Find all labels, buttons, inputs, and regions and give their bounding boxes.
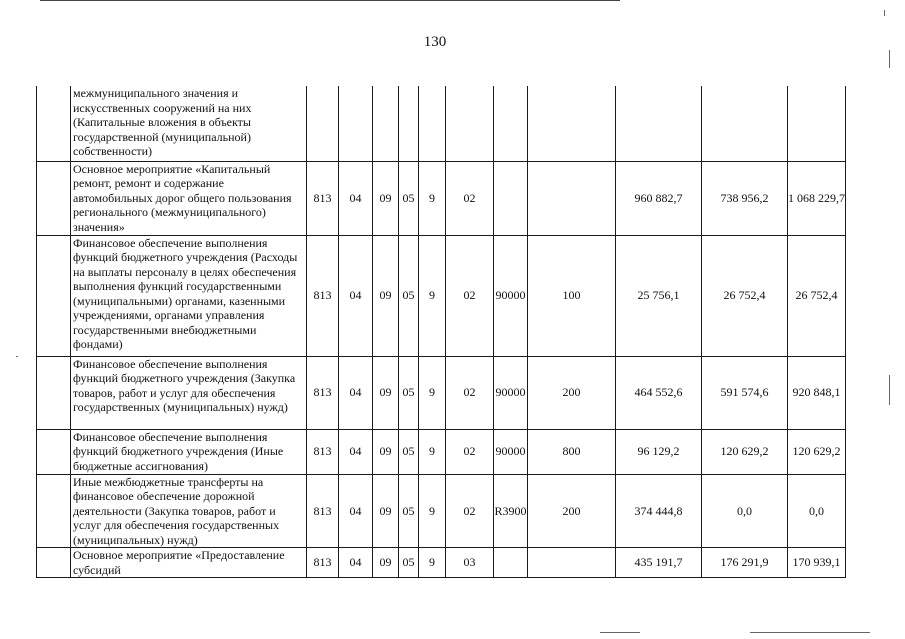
col-main-event: 02 (446, 235, 494, 356)
table-row (37, 548, 846, 578)
col-ministry-code: 813 (307, 548, 339, 578)
col-section: 04 (339, 474, 373, 548)
col-subsection: 09 (373, 474, 399, 548)
row-marker-cell (37, 429, 71, 474)
col-program: 05 (399, 161, 419, 235)
col-amount-2020: 960 882,7 (616, 161, 702, 235)
col-subsection: 09 (373, 429, 399, 474)
col-program (399, 86, 419, 161)
table-row (37, 429, 846, 474)
budget-table (36, 86, 846, 578)
col-subsection: 09 (373, 548, 399, 578)
col-program: 05 (399, 474, 419, 548)
row-name: межмуниципального значения и искусственных сооружений на них (Капитальные вложения в объекты государственной (муниципальной) собственности) (71, 86, 307, 161)
col-amount-2022: 1 068 229,7 (788, 161, 846, 235)
col-ministry-code (307, 86, 339, 161)
col-amount-2022: 920 848,1 (788, 356, 846, 429)
row-name: Финансовое обеспечение выполнения функций бюджетного учреждения (Закупка товаров, работ и услуг для обеспечения государственных (муниципальных) нужд) (71, 356, 307, 429)
col-amount-2021: 738 956,2 (702, 161, 788, 235)
col-amount-2022: 0,0 (788, 474, 846, 548)
col-direction: R3900 (494, 474, 528, 548)
scan-mark (600, 632, 640, 633)
col-amount-2020: 25 756,1 (616, 235, 702, 356)
col-main-event: 02 (446, 429, 494, 474)
row-name: Финансовое обеспечение выполнения функций бюджетного учреждения (Расходы на выплаты персоналу в целях обеспечения выполнения функций государственными (муниципальными) органами, казенными учреждениями, органами управления государственными внебюджетными фондами) (71, 235, 307, 356)
col-program: 05 (399, 235, 419, 356)
col-amount-2020: 464 552,6 (616, 356, 702, 429)
col-subprogram: 9 (419, 429, 446, 474)
row-marker-cell (37, 356, 71, 429)
scan-mark (889, 50, 890, 68)
col-section: 04 (339, 235, 373, 356)
col-subsection: 09 (373, 235, 399, 356)
col-program: 05 (399, 548, 419, 578)
col-subsection: 09 (373, 356, 399, 429)
col-direction: 90000 (494, 356, 528, 429)
col-expense-type (528, 86, 616, 161)
col-expense-type: 800 (528, 429, 616, 474)
scan-mark (884, 10, 885, 16)
col-ministry-code: 813 (307, 356, 339, 429)
row-name: Иные межбюджетные трансферты на финансовое обеспечение дорожной деятельности (Закупка товаров, работ и услуг для обеспечения государственных (муниципальных) нужд) (71, 474, 307, 548)
col-expense-type: 200 (528, 474, 616, 548)
col-subprogram: 9 (419, 235, 446, 356)
col-main-event: 02 (446, 474, 494, 548)
col-amount-2020: 435 191,7 (616, 548, 702, 578)
col-amount-2021: 26 752,4 (702, 235, 788, 356)
col-amount-2022: 26 752,4 (788, 235, 846, 356)
col-amount-2022: 120 629,2 (788, 429, 846, 474)
col-program: 05 (399, 356, 419, 429)
col-section: 04 (339, 429, 373, 474)
table-row (37, 161, 846, 235)
col-section: 04 (339, 548, 373, 578)
col-direction (494, 161, 528, 235)
col-subprogram: 9 (419, 474, 446, 548)
col-subprogram (419, 86, 446, 161)
col-main-event: 02 (446, 356, 494, 429)
table-row (37, 235, 846, 356)
col-amount-2022 (788, 86, 846, 161)
top-rule (40, 0, 620, 1)
row-name: Финансовое обеспечение выполнения функций бюджетного учреждения (Иные бюджетные ассигнования) (71, 429, 307, 474)
col-amount-2020 (616, 86, 702, 161)
col-subsection (373, 86, 399, 161)
col-amount-2021 (702, 86, 788, 161)
col-amount-2021: 591 574,6 (702, 356, 788, 429)
col-amount-2021: 176 291,9 (702, 548, 788, 578)
col-direction (494, 86, 528, 161)
col-expense-type: 200 (528, 356, 616, 429)
col-section: 04 (339, 161, 373, 235)
table-row (37, 474, 846, 548)
page-number: 130 (423, 34, 447, 50)
col-section (339, 86, 373, 161)
col-expense-type: 100 (528, 235, 616, 356)
col-expense-type (528, 161, 616, 235)
table-row (37, 356, 846, 429)
col-amount-2021: 0,0 (702, 474, 788, 548)
row-marker-cell (37, 474, 71, 548)
col-ministry-code: 813 (307, 429, 339, 474)
col-amount-2022: 170 939,1 (788, 548, 846, 578)
col-program: 05 (399, 429, 419, 474)
col-direction (494, 548, 528, 578)
row-marker-cell (37, 161, 71, 235)
col-amount-2021: 120 629,2 (702, 429, 788, 474)
col-main-event: 03 (446, 548, 494, 578)
row-marker-cell (37, 86, 71, 161)
col-ministry-code: 813 (307, 474, 339, 548)
col-direction: 90000 (494, 429, 528, 474)
col-amount-2020: 374 444,8 (616, 474, 702, 548)
col-expense-type (528, 548, 616, 578)
col-subsection: 09 (373, 161, 399, 235)
col-section: 04 (339, 356, 373, 429)
col-ministry-code: 813 (307, 161, 339, 235)
row-name: Основное мероприятие «Капитальный ремонт, ремонт и содержание автомобильных дорог общего пользования регионального (межмуниципального) значения» (71, 161, 307, 235)
table-row (37, 86, 846, 161)
col-direction: 90000 (494, 235, 528, 356)
scan-mark (16, 356, 18, 357)
col-subprogram: 9 (419, 548, 446, 578)
col-subprogram: 9 (419, 161, 446, 235)
col-main-event (446, 86, 494, 161)
col-amount-2020: 96 129,2 (616, 429, 702, 474)
col-main-event: 02 (446, 161, 494, 235)
col-ministry-code: 813 (307, 235, 339, 356)
row-marker-cell (37, 548, 71, 578)
row-name: Основное мероприятие «Предоставление субсидий (71, 548, 307, 578)
row-marker-cell (37, 235, 71, 356)
scan-mark (889, 375, 890, 405)
scan-mark (750, 632, 870, 633)
col-subprogram: 9 (419, 356, 446, 429)
